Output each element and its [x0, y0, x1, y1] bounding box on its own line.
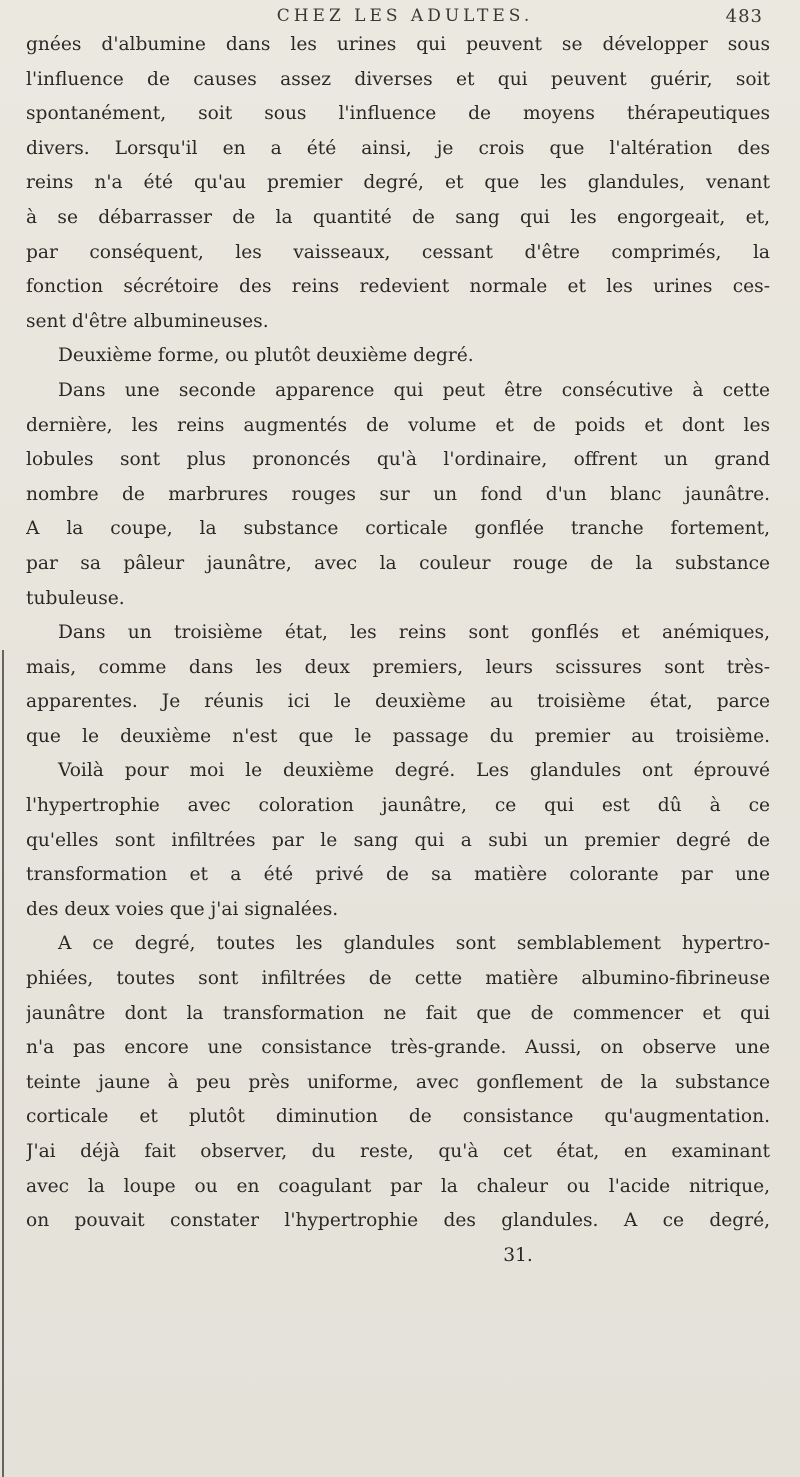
body-text — [26, 28, 770, 1273]
text-line: corticale et plutôt diminution de consistance qu'augmentation. — [26, 1106, 770, 1128]
text-line: dernière, les reins augmentés de volume et de poids et dont les — [26, 414, 770, 436]
text-line: tubuleuse. — [26, 587, 125, 609]
page-number: 483 — [725, 6, 763, 27]
text-line: à se débarrasser de la quantité de sang qui les engorgeait, et, — [26, 206, 770, 228]
text-line: sent d'être albumineuses. — [26, 310, 269, 332]
text-line: que le deuxième n'est que le passage du premier au troisième. — [26, 725, 770, 747]
text-line: fonction sécrétoire des reins redevient normale et les urines ces- — [26, 276, 770, 298]
text-line: teinte jaune à peu près uniforme, avec gonflement de la substance — [26, 1071, 770, 1093]
text-line: jaunâtre dont la transformation ne fait que de commencer et qui — [26, 1002, 770, 1024]
text-line: lobules sont plus prononcés qu'à l'ordinaire, offrent un grand — [26, 449, 770, 471]
text-line: des deux voies que j'ai signalées. — [26, 898, 339, 920]
text-line: transformation et a été privé de sa matière colorante par une — [26, 864, 770, 886]
text-line: mais, comme dans les deux premiers, leurs scissures sont très- — [26, 656, 770, 678]
text-line: spontanément, soit sous l'influence de moyens thérapeutiques — [26, 103, 770, 125]
text-line: l'influence de causes assez diverses et qui peuvent guérir, soit — [26, 68, 770, 90]
text-line: apparentes. Je réunis ici le deuxième au troisième état, parce — [26, 691, 770, 713]
running-head: CHEZ LES ADULTES. — [276, 6, 534, 26]
text-line: A la coupe, la substance corticale gonflée tranche fortement, — [26, 518, 770, 540]
text-line: gnées d'albumine dans les urines qui peuvent se développer sous — [26, 34, 770, 55]
text-line: divers. Lorsqu'il en a été ainsi, je crois que l'altération des — [26, 137, 770, 159]
text-line: l'hypertrophie avec coloration jaunâtre, ce qui est dû à ce — [26, 795, 770, 817]
text-line: reins n'a été qu'au premier degré, et que les glandules, venant — [26, 172, 770, 194]
text-line: phiées, toutes sont infiltrées de cette matière albumino-fibrineuse — [26, 968, 770, 990]
text-line: Dans un troisième état, les reins sont gonflés et anémiques, — [58, 622, 770, 644]
text-line: Deuxième forme, ou plutôt deuxième degré. — [58, 345, 474, 367]
text-line: n'a pas encore une consistance très-grande. Aussi, on observe une — [26, 1037, 770, 1059]
signature-mark: 31. — [503, 1244, 533, 1266]
page-edge-rule — [2, 650, 4, 1477]
text-line: avec la loupe ou en coagulant par la chaleur ou l'acide nitrique, — [26, 1175, 770, 1197]
text-line: Dans une seconde apparence qui peut être consécutive à cette — [58, 379, 770, 401]
text-line: par sa pâleur jaunâtre, avec la couleur rouge de la substance — [26, 552, 770, 574]
text-line: J'ai déjà fait observer, du reste, qu'à cet état, en examinant — [26, 1141, 770, 1162]
text-line: par conséquent, les vaisseaux, cessant d'être comprimés, la — [26, 241, 770, 263]
text-line: on pouvait constater l'hypertrophie des glandules. A ce degré, — [26, 1210, 770, 1232]
text-line: Voilà pour moi le deuxième degré. Les glandules ont éprouvé — [58, 760, 770, 782]
text-line: nombre de marbrures rouges sur un fond d'un blanc jaunâtre. — [26, 483, 770, 505]
text-line: qu'elles sont infiltrées par le sang qui a subi un premier degré de — [26, 829, 770, 851]
text-line: A ce degré, toutes les glandules sont semblablement hypertro- — [58, 933, 770, 955]
